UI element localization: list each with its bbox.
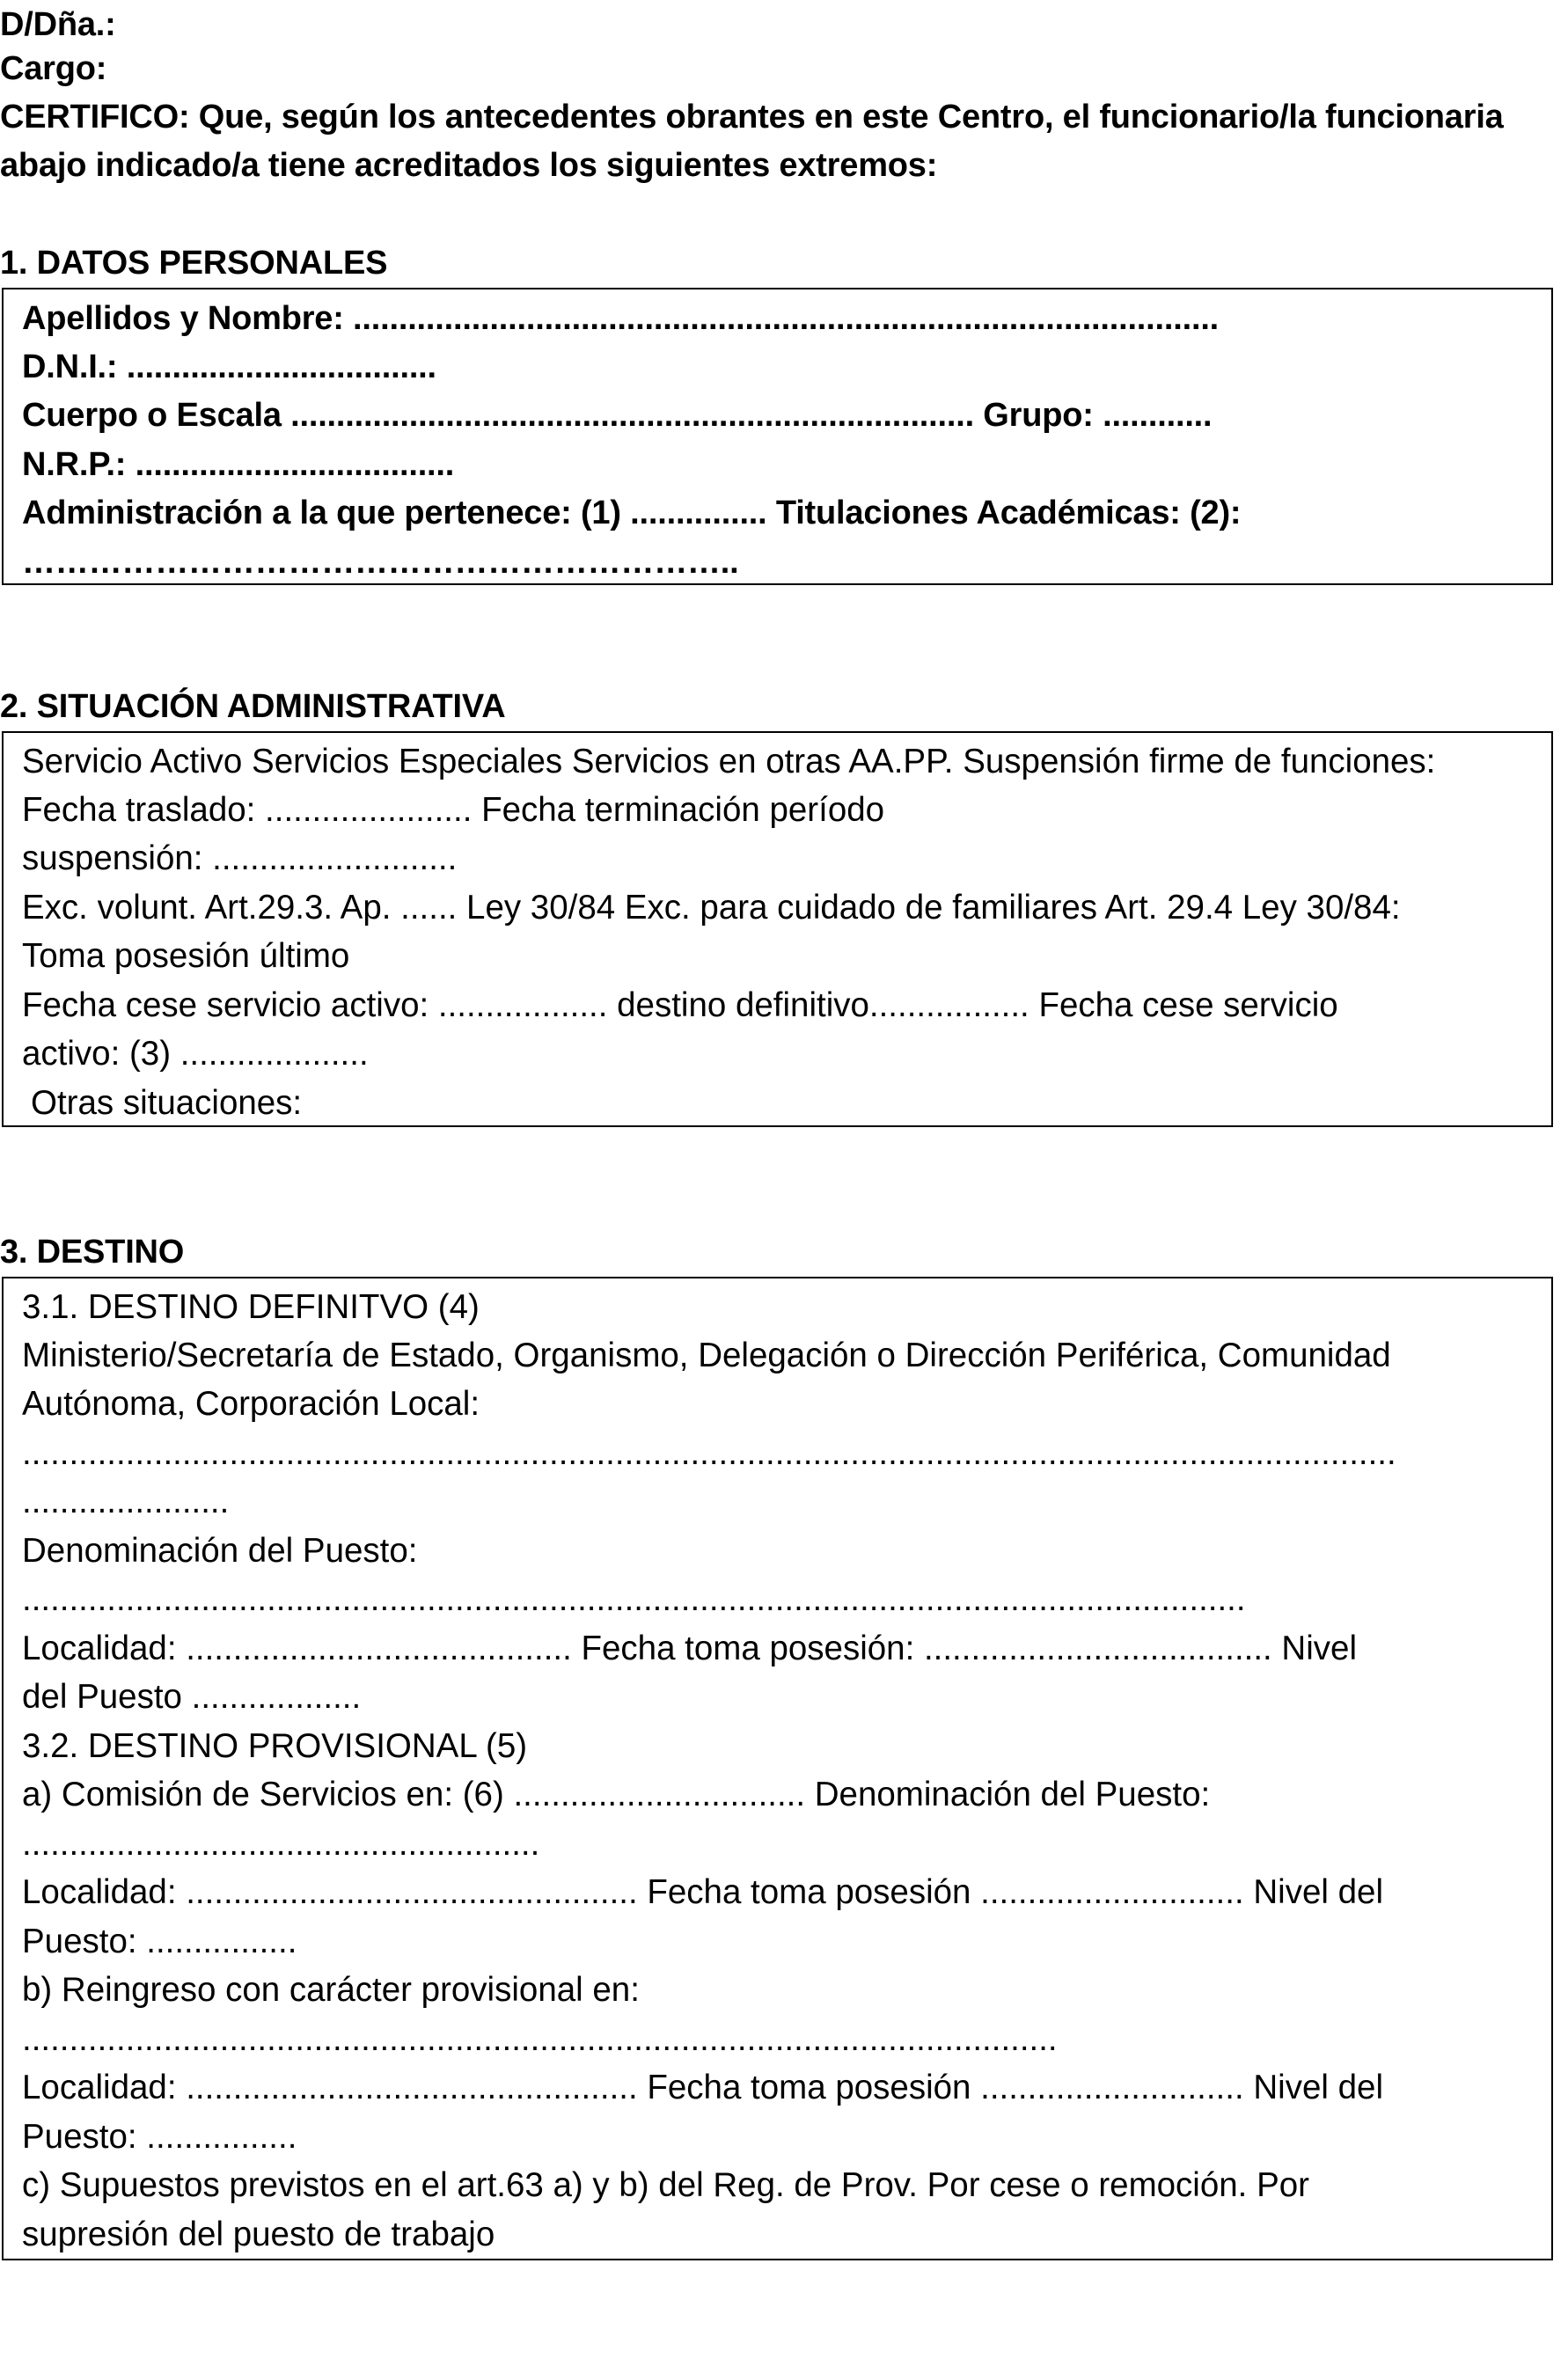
dni-field: D.N.I.: .................................. — [22, 348, 436, 385]
administration-degrees-field: Administración a la que pertenece: (1) ............... Titulaciones Académicas: (2): — [22, 494, 1242, 531]
provisional-destination-heading: 3.2. DESTINO PROVISIONAL (5) — [22, 1727, 528, 1765]
destination-box — [2, 1277, 1553, 2260]
reentry-location-line: Localidad: ................................................ Fecha toma posesión ............................ Nivel del — [22, 2069, 1383, 2106]
administrative-situation-box — [2, 731, 1553, 1127]
commission-level-line: Puesto: ................ — [22, 1923, 297, 1960]
regulation-cases-line: c) Supuestos previstos en el art.63 a) y b) del Reg. de Prov. Por cese o remoción. Por — [22, 2166, 1309, 2204]
cease-date-continuation-line: activo: (3) .................... — [22, 1035, 369, 1073]
personal-data-box — [2, 288, 1553, 585]
ministry-continuation-line: Autónoma, Corporación Local: — [22, 1385, 480, 1423]
suspension-line: suspensión: .......................... — [22, 839, 458, 877]
certify-statement-line-2: abajo indicado/a tiene acreditados los siguientes extremos: — [0, 147, 938, 184]
section-1-title: 1. DATOS PERSONALES — [0, 245, 388, 282]
last-possession-line: Toma posesión último — [22, 937, 350, 975]
definitive-location-line: Localidad: ......................................... Fecha toma posesión: ..................................... Nivel — [22, 1630, 1358, 1667]
section-3-title: 3. DESTINO — [0, 1234, 185, 1271]
definitive-level-line: del Puesto .................. — [22, 1678, 362, 1716]
provisional-reentry-line: b) Reingreso con carácter provisional en: — [22, 1971, 640, 2009]
certify-statement-line-1: CERTIFICO: Que, según los antecedentes obrantes en este Centro, el funcionario/la funcionaria — [0, 99, 1504, 136]
nrp-field: N.R.P.: ................................... — [22, 446, 455, 483]
definitive-destination-heading: 3.1. DESTINO DEFINITVO (4) — [22, 1288, 480, 1326]
surname-name-field: Apellidos y Nombre: ............................................................................................... — [22, 300, 1220, 337]
transfer-date-line: Fecha traslado: ...................... Fecha terminación período — [22, 791, 885, 829]
service-commission-line: a) Comisión de Servicios en: (6) ............................... Denominación del Puesto: — [22, 1776, 1211, 1813]
service-commission-dotted-line: ....................................................... — [22, 1825, 540, 1863]
ministry-dotted-line-2: ...................... — [22, 1483, 230, 1520]
section-2-title: 2. SITUACIÓN ADMINISTRATIVA — [0, 688, 506, 725]
provisional-reentry-dotted-line: .............................................................................................................. — [22, 2020, 1058, 2058]
addressee-label: D/Dña.: — [0, 6, 116, 43]
position-label: Cargo: — [0, 50, 107, 87]
commission-location-line: Localidad: ................................................ Fecha toma posesión ............................ Nivel del — [22, 1873, 1383, 1911]
corps-group-field: Cuerpo o Escala ........................................................................... Grupo: ............ — [22, 397, 1213, 434]
cease-date-line: Fecha cese servicio activo: .................. destino definitivo................. Fecha cese servicio — [22, 986, 1338, 1024]
post-name-dotted-line: .................................................................................................................................. — [22, 1580, 1246, 1618]
other-situations-line: Otras situaciones: — [31, 1084, 303, 1122]
reentry-level-line: Puesto: ................ — [22, 2118, 297, 2156]
regulation-cases-continuation-line: supresión del puesto de trabajo — [22, 2216, 495, 2253]
leave-options-line: Exc. volunt. Art.29.3. Ap. ...... Ley 30/84 Exc. para cuidado de familiares Art. 29.4 Ley 30/84: — [22, 889, 1401, 927]
situation-options-line: Servicio Activo Servicios Especiales Servicios en otras AA.PP. Suspensión firme de funciones: — [22, 743, 1436, 780]
degrees-continuation-field: ……………………………………………………….. — [22, 544, 739, 581]
ministry-dotted-line-1: .................................................................................................................................................. — [22, 1434, 1396, 1472]
ministry-line: Ministerio/Secretaría de Estado, Organismo, Delegación o Dirección Periférica, Comunidad — [22, 1337, 1391, 1374]
post-name-label: Denominación del Puesto: — [22, 1532, 418, 1570]
